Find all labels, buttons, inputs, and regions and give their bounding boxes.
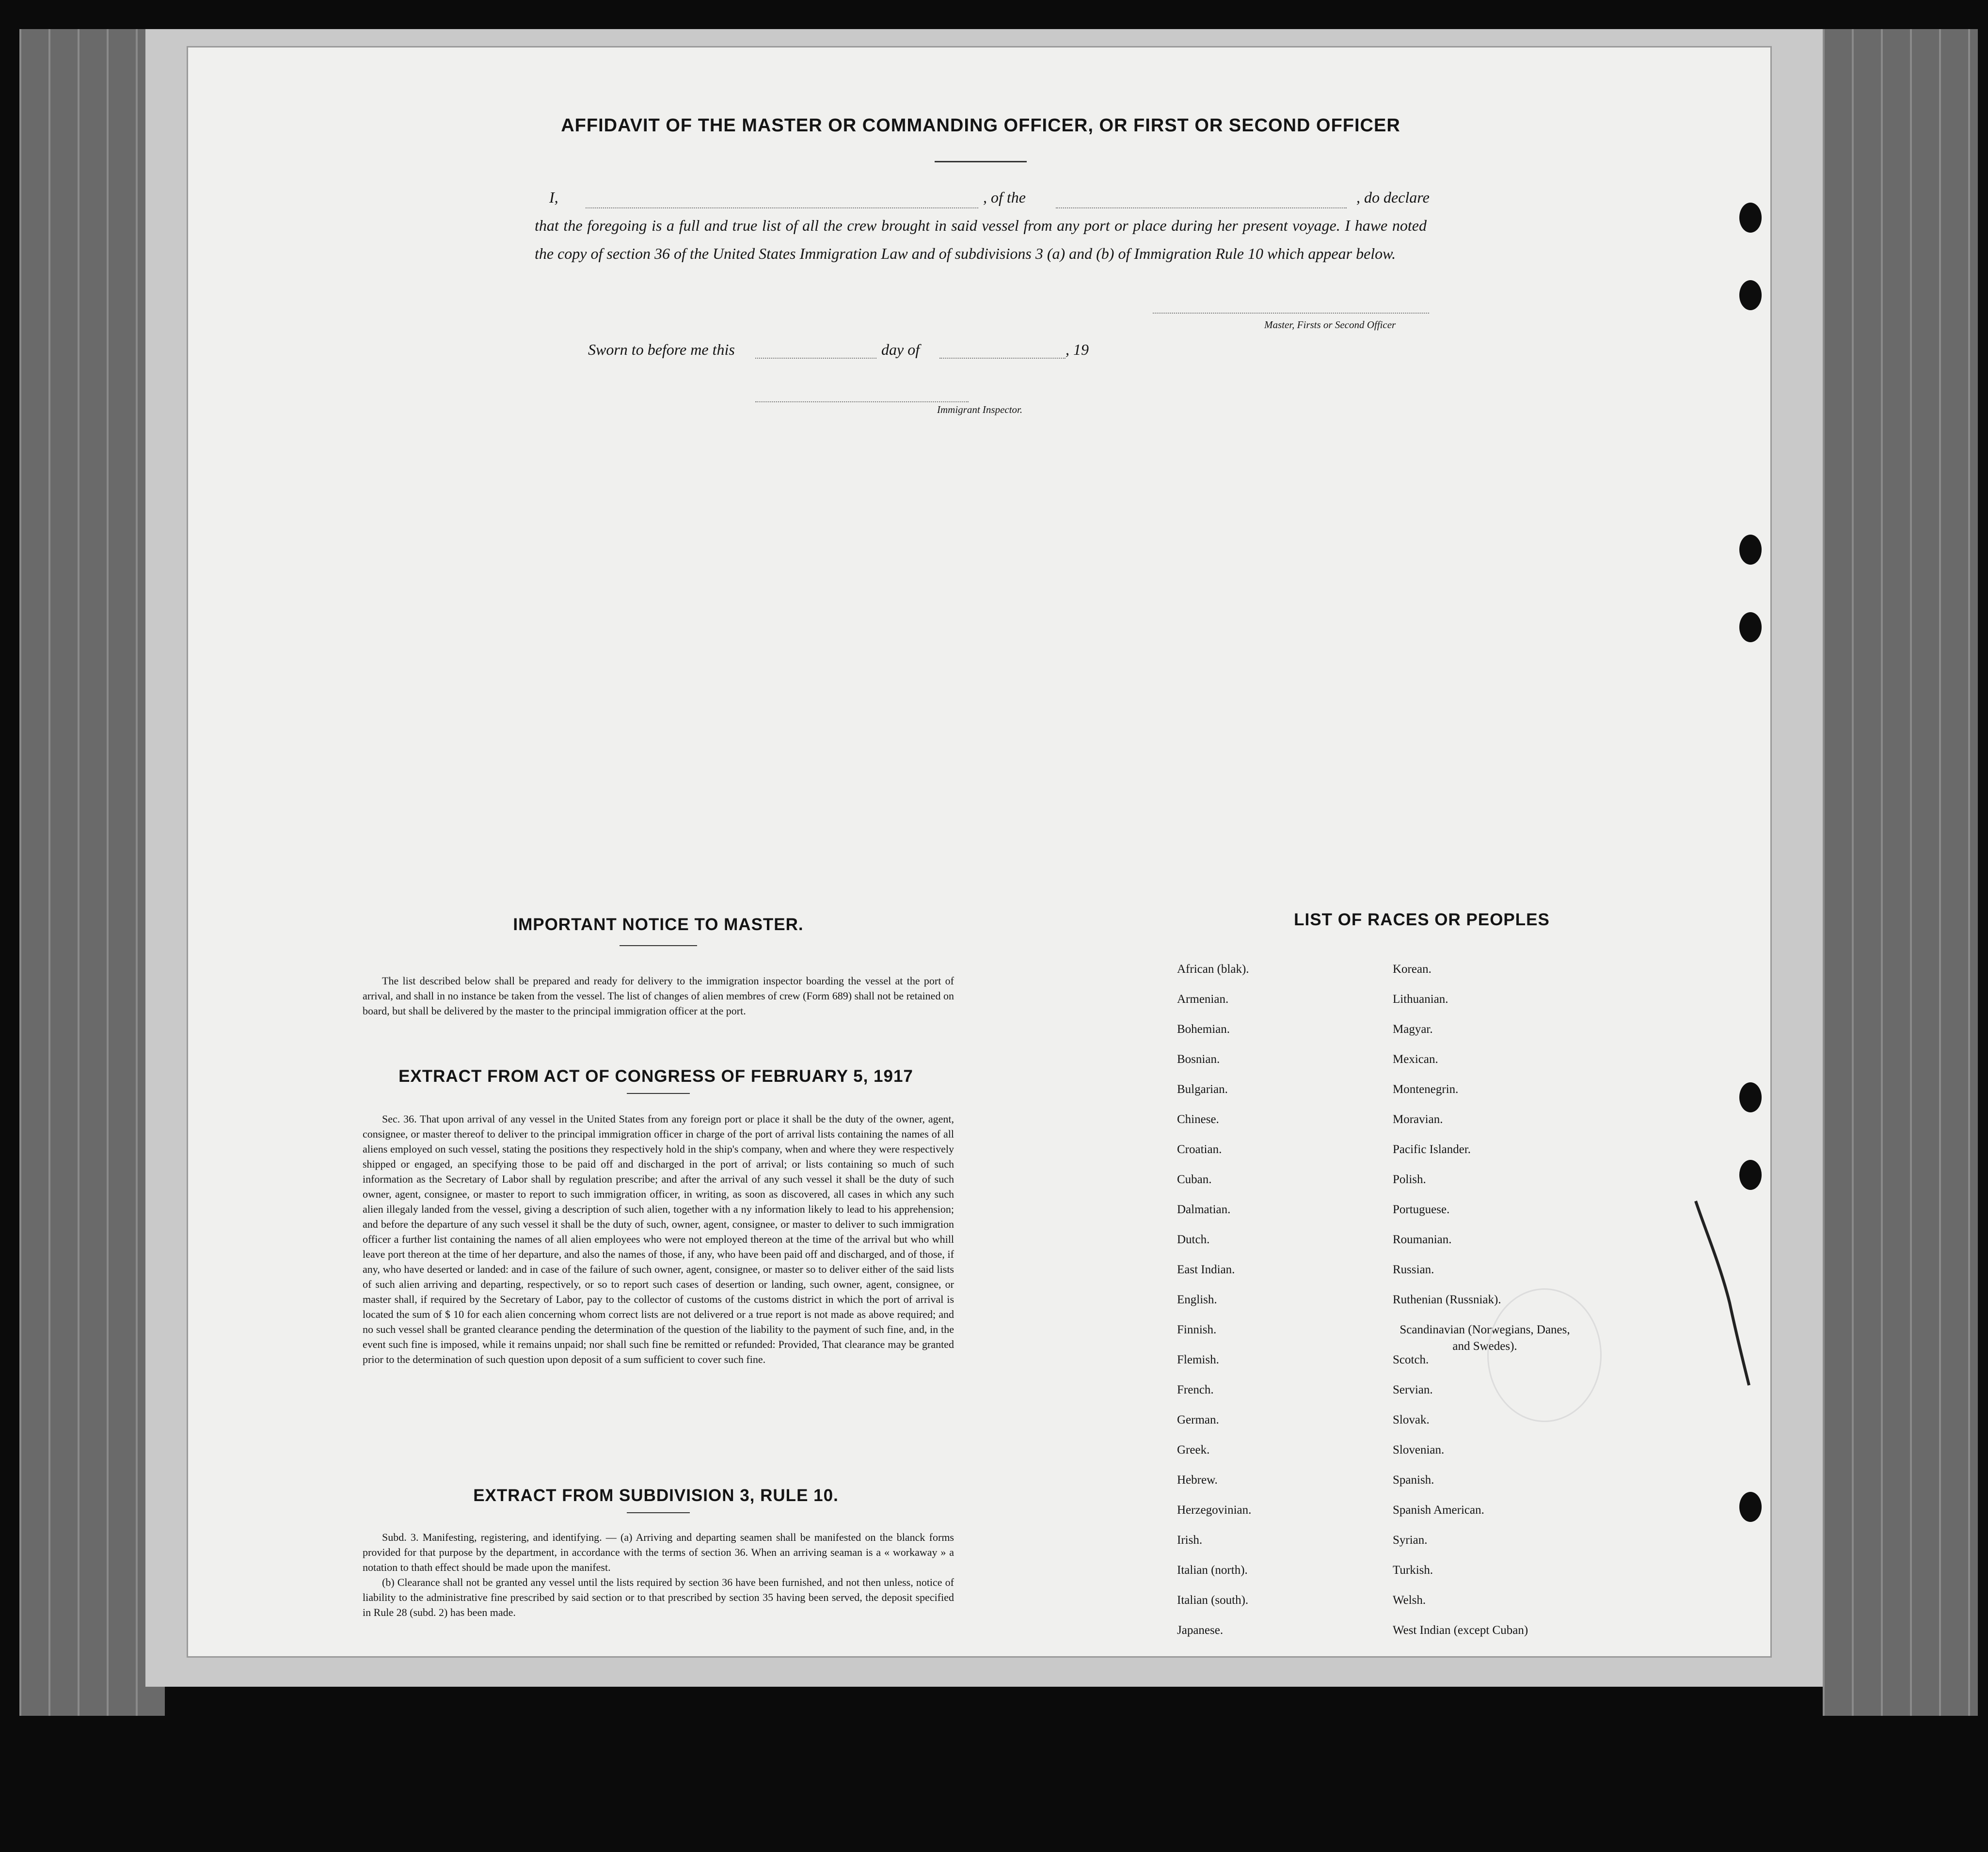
adjacent-page-left <box>19 29 165 1716</box>
races-title: LIST OF RACES OR PEOPLES <box>1294 910 1550 929</box>
race-item: Slovak. <box>1393 1413 1430 1426</box>
race-item: Dalmatian. <box>1177 1203 1231 1216</box>
race-item: Polish. <box>1393 1173 1426 1186</box>
race-item: African (blak). <box>1177 963 1249 976</box>
extract-rule-body <box>363 1530 954 1620</box>
day-field[interactable] <box>755 358 876 359</box>
race-item: German. <box>1177 1413 1219 1426</box>
race-item: Slovenian. <box>1393 1443 1445 1456</box>
notice-title: IMPORTANT NOTICE TO MASTER. <box>513 915 804 934</box>
inspector-field[interactable] <box>755 401 969 402</box>
day-of-text: day of <box>881 341 920 358</box>
race-item: Croatian. <box>1177 1143 1222 1156</box>
seal-stamp-icon <box>1487 1288 1602 1422</box>
race-item: Irish. <box>1177 1534 1203 1547</box>
title-rule <box>935 161 1027 162</box>
punch-hole <box>1739 1160 1762 1190</box>
race-item: Finnish. <box>1177 1323 1217 1336</box>
race-item: West Indian (except Cuban) <box>1393 1624 1528 1637</box>
race-item: Mexican. <box>1393 1053 1438 1066</box>
declare-do: , do declare <box>1356 189 1430 206</box>
race-item: Bulgarian. <box>1177 1083 1228 1096</box>
punch-hole <box>1739 535 1762 565</box>
race-item: Cuban. <box>1177 1173 1212 1186</box>
punch-hole <box>1739 1492 1762 1522</box>
race-item: Italian (north). <box>1177 1564 1248 1577</box>
extract-act-title: EXTRACT FROM ACT OF CONGRESS OF FEBRUARY 5, 1917 <box>398 1067 913 1086</box>
extract-act-rule <box>627 1093 690 1094</box>
race-item: Montenegrin. <box>1393 1083 1459 1096</box>
race-item: Magyar. <box>1393 1023 1433 1036</box>
race-item: Scandinavian (Norwegians, Danes, and Swedes). <box>1400 1323 1570 1353</box>
master-signature-field[interactable] <box>1153 313 1429 314</box>
punch-hole <box>1739 203 1762 233</box>
race-item: English. <box>1177 1293 1217 1306</box>
race-item: French. <box>1177 1383 1214 1396</box>
race-item: Korean. <box>1393 963 1431 976</box>
race-item: Flemish. <box>1177 1353 1219 1366</box>
race-item: Scotch. <box>1393 1353 1429 1366</box>
race-item: Herzegovinian. <box>1177 1504 1252 1517</box>
handwritten-mark-icon <box>1681 1191 1759 1395</box>
extract-rule-title: EXTRACT FROM SUBDIVISION 3, RULE 10. <box>473 1486 839 1505</box>
race-item: Servian. <box>1393 1383 1433 1396</box>
race-item: Roumanian. <box>1393 1233 1452 1246</box>
race-item: Bohemian. <box>1177 1023 1230 1036</box>
master-signature-label: Master, Firsts or Second Officer <box>1264 319 1396 331</box>
race-item: Dutch. <box>1177 1233 1210 1246</box>
punch-hole <box>1739 612 1762 642</box>
race-item: Turkish. <box>1393 1564 1433 1577</box>
race-item: Chinese. <box>1177 1113 1219 1126</box>
manifest-page <box>187 46 1772 1658</box>
punch-hole <box>1739 280 1762 310</box>
race-item: Spanish. <box>1393 1473 1434 1487</box>
race-item: Armenian. <box>1177 993 1229 1006</box>
declare-of: , of the <box>983 189 1026 206</box>
sworn-text: Sworn to before me this <box>588 341 735 358</box>
race-item: Russian. <box>1393 1263 1434 1276</box>
month-field[interactable] <box>939 358 1066 359</box>
race-item: Lithuanian. <box>1393 993 1448 1006</box>
adjacent-page-right <box>1823 29 1978 1716</box>
race-item: Greek. <box>1177 1443 1210 1456</box>
extract-rule-rule <box>627 1512 690 1513</box>
race-item: Ruthenian (Russniak). <box>1393 1293 1501 1306</box>
punch-hole <box>1739 1082 1762 1112</box>
rule-para-a: Subd. 3. Manifesting, registering, and identifying. — (a) Arriving and departing seamen shall be manifested on the blanck forms provided for that purpose by the department, in accordance with the terms of section 36. When an arriving seaman is a « workaway » a notation to thath effect should be made upon the manifest. <box>363 1531 954 1573</box>
race-item: Portuguese. <box>1393 1203 1450 1216</box>
race-item: Moravian. <box>1393 1113 1443 1126</box>
year-text: , 19 <box>1066 341 1089 358</box>
race-item: Syrian. <box>1393 1534 1428 1547</box>
race-item: Italian (south). <box>1177 1594 1249 1607</box>
rule-para-b: (b) Clearance shall not be granted any vessel until the lists required by section 36 have been furnished, and not then unless, notice of liability to the administrative fine prescribed by said section or to that prescribed by section 35 having been served, the deposit specified in Rule 28 (subd. 2) has been made. <box>363 1576 954 1618</box>
affidavit-body: that the foregoing is a full and true list of all the crew brought in said vessel from any port or place during her present voyage. I hawe noted the copy of section 36 of the United States Immigration Law and of subdivisions 3 (a) and (b) of Immigration Rule 10 which appear below. <box>535 217 1427 262</box>
race-item: Pacific Islander. <box>1393 1143 1471 1156</box>
extract-act-body: Sec. 36. That upon arrival of any vessel in the United States from any foreign port or place it shall be the duty of the owner, agent, consignee, or master thereof to deliver to the principal immigration officer in charge of the port of arrival lists containing the names of all aliens employed on such vessel, stating the positions they respectively hold in the ship's company, when and where they were respectively shipped or engaged, an specifying those to be paid off and discharged in the port of arrival; or lists containing so much of such information as the Secretary of Labor shall by regulation prescribe; and after the arrival of any such vessel it shall be the duty of such owner, agent, consignee, or master to report to such immigration officer, in writing, as soon as discovered, all cases in which any such alien illegaly landed from the vessel, giving a description of such alien, together with a ny information likely to lead to his apprehension; and before the departure of any such vessel it shall be the duty of such, owner, agent, consignee, or master to deliver to such immigration officer a further list containing the names of all alien employees who were not employed thereon at the time of the arrival but who whill leave port thereon at the time of her departure, and also the names of those, if any, who have been paid off and discharged, and of those, if any, who have deserted or landed: and in case of the failure of such owner, agent, consignee, or master so to deliver either of the said lists of such alien arriving and departing, respectively, or so to report such cases of desertion or landing, such owner, agent, consignee, or master shall, if required by the Secretary of Labor, pay to the collector of customs of the customs district in which the port of arrival is located the sum of $ 10 for each alien concerning whom correct lists are not delivered or a true report is not made as above required; and no such vessel shall be granted clearance pending the determination of the question of the liability to the payment of such fine, and, in the event such fine is imposed, while it remains unpaid; nor shall such fine be remitted or refunded: Provided, That clearance may be granted prior to the determination of such question upon deposit of a sum sufficient to cover such fine. <box>363 1113 954 1365</box>
races-left-column <box>1177 961 1251 1652</box>
race-item: Welsh. <box>1393 1594 1426 1607</box>
notice-rule <box>620 945 697 946</box>
race-item: Japanese. <box>1177 1624 1224 1637</box>
vessel-field[interactable] <box>1056 207 1347 208</box>
declare-i: I, <box>549 189 558 206</box>
race-item: Hebrew. <box>1177 1473 1218 1487</box>
name-field[interactable] <box>586 207 978 208</box>
race-item: Spanish American. <box>1393 1504 1484 1517</box>
race-item: East Indian. <box>1177 1263 1235 1276</box>
race-item: Bosnian. <box>1177 1053 1220 1066</box>
inspector-label: Immigrant Inspector. <box>937 404 1023 415</box>
affidavit-title: AFFIDAVIT OF THE MASTER OR COMMANDING OFFICER, OR FIRST OR SECOND OFFICER <box>561 115 1400 136</box>
notice-body: The list described below shall be prepared and ready for delivery to the immigration inspector boarding the vessel at the port of arrival, and shall in no instance be taken from the vessel. The list of changes of alien membres of crew (Form 689) shall not be retained on board, but shall be delivered by the master to the principal immigration officer at the port. <box>363 975 954 1017</box>
